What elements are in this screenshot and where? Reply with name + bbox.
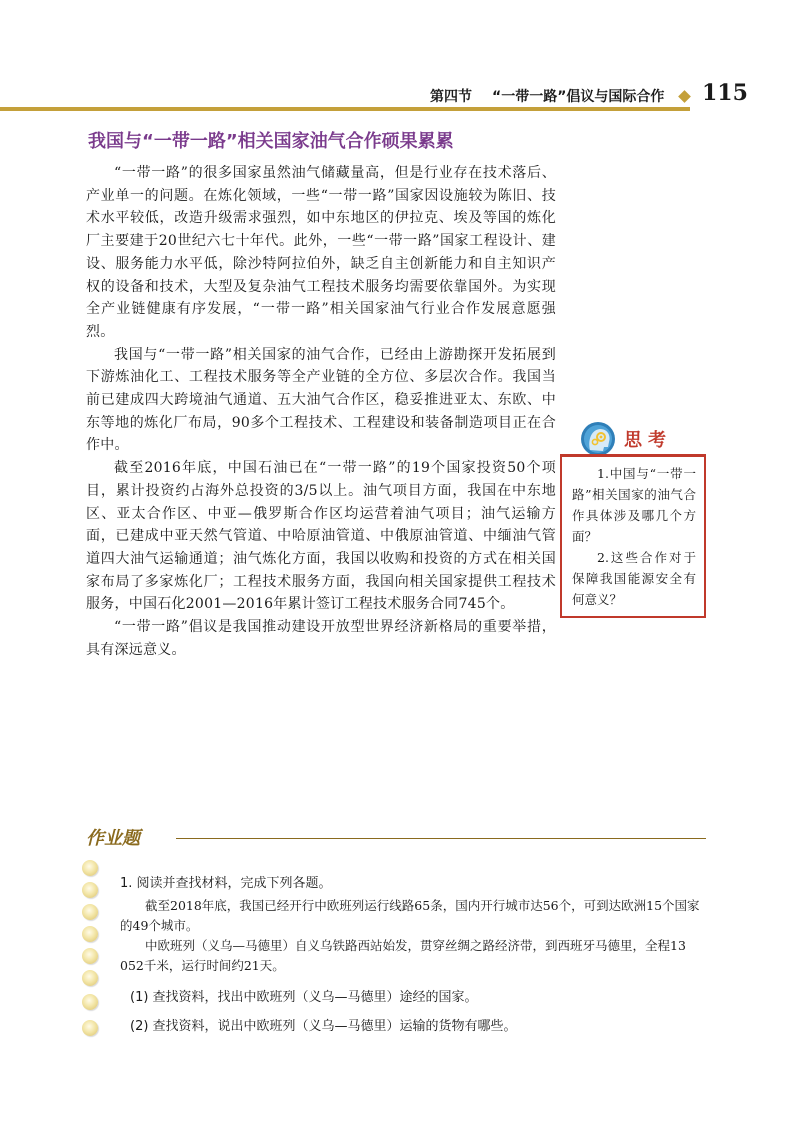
bullet-icon (82, 860, 98, 876)
homework-material-1: 截至2018年底，我国已经开行中欧班列运行线路65条，国内开行城市达56个，可到达欧洲15个国家的49个城市。 (120, 898, 700, 933)
diamond-icon (678, 90, 691, 103)
bullet-icon (82, 994, 98, 1010)
homework-subquestion-1: (1) 查找资料，找出中欧班列（义乌—马德里）途经的国家。 (130, 990, 478, 1005)
thinking-head-icon (578, 420, 618, 458)
bullet-column (82, 860, 112, 1060)
homework-material-2: 中欧班列（义乌—马德里）自义乌铁路西站始发，贯穿丝绸之路经济带，到西班牙马德里，全程13 052千米，运行时间约21天。 (120, 938, 686, 973)
think-heading: 思考 (624, 430, 672, 451)
article-paragraph: “一带一路”倡议是我国推动建设开放型世界经济新格局的重要举措，具有深远意义。 (86, 619, 556, 658)
think-box (560, 420, 708, 620)
bullet-icon (82, 970, 98, 986)
article-paragraph: 我国与“一带一路”相关国家的油气合作，已经由上游勘探开发拓展到下游炼油化工、工程技术服务等全产业链的全方位、多层次合作。我国当前已建成四大跨境油气通道、五大油气合作区，稳妥推进亚太、东欧、中东等地的炼化厂布局，90多个工程技术、工程建设和装备制造项目正在合作中。 (86, 346, 556, 454)
homework-subquestion-2: (2) 查找资料，说出中欧班列（义乌—马德里）运输的货物有哪些。 (130, 1019, 517, 1034)
bullet-icon (82, 904, 98, 920)
bullet-icon (82, 882, 98, 898)
header-rule (0, 107, 690, 111)
article-title: 我国与“一带一路”相关国家油气合作硕果累累 (88, 131, 454, 152)
homework-question-1: 1. 阅读并查找材料，完成下列各题。 (120, 876, 332, 891)
bullet-icon (82, 1020, 98, 1036)
article-paragraph: 截至2016年底，中国石油已在“一带一路”的19个国家投资50个项目，累计投资约占海外总投资的3/5以上。油气项目方面，我国在中东地区、亚太合作区、中亚—俄罗斯合作区均运营着油气项目；油气运输方面，已建成中亚天然气管道、中哈原油管道、中俄原油管道、中缅油气管道四大油气运输通道；油气炼化方面，我国以收购和投资的方式在相关国家布局了多家炼化厂；工程技术服务方面，我国向相关国家提供工程技术服务，中国石化2001—2016年累计签订工程技术服务合同745个。 (86, 460, 556, 613)
header-section: 第四节 (430, 89, 472, 105)
think-questions (560, 454, 706, 618)
think-question: 2.这些合作对于保障我国能源安全有何意义？ (572, 550, 696, 607)
article-body (86, 162, 556, 661)
article-paragraph: “一带一路”的很多国家虽然油气储藏量高，但是行业存在技术落后、产业单一的问题。在炼化领域，一些“一带一路”国家因设施较为陈旧、技术水平较低，改造升级需求强烈，如中东地区的伊拉克、埃及等国的炼化厂主要建于20世纪六七十年代。此外，一些“一带一路”国家工程设计、建设、服务能力水平低，除沙特阿拉伯外，缺乏自主创新能力和自主知识产权的设备和技术，大型及复杂油气工程技术服务均需要依靠国外。为实现全产业链健康有序发展，“一带一路”相关国家油气行业合作发展意愿强烈。 (86, 165, 556, 340)
header-chapter-title: “一带一路”倡议与国际合作 (492, 89, 665, 105)
think-question: 1.中国与“一带一路”相关国家的油气合作具体涉及哪几个方面？ (572, 466, 696, 544)
bullet-icon (82, 948, 98, 964)
page-number: 115 (702, 80, 748, 106)
homework-rule (176, 838, 706, 839)
bullet-icon (82, 926, 98, 942)
homework-title: 作业题 (86, 828, 140, 849)
